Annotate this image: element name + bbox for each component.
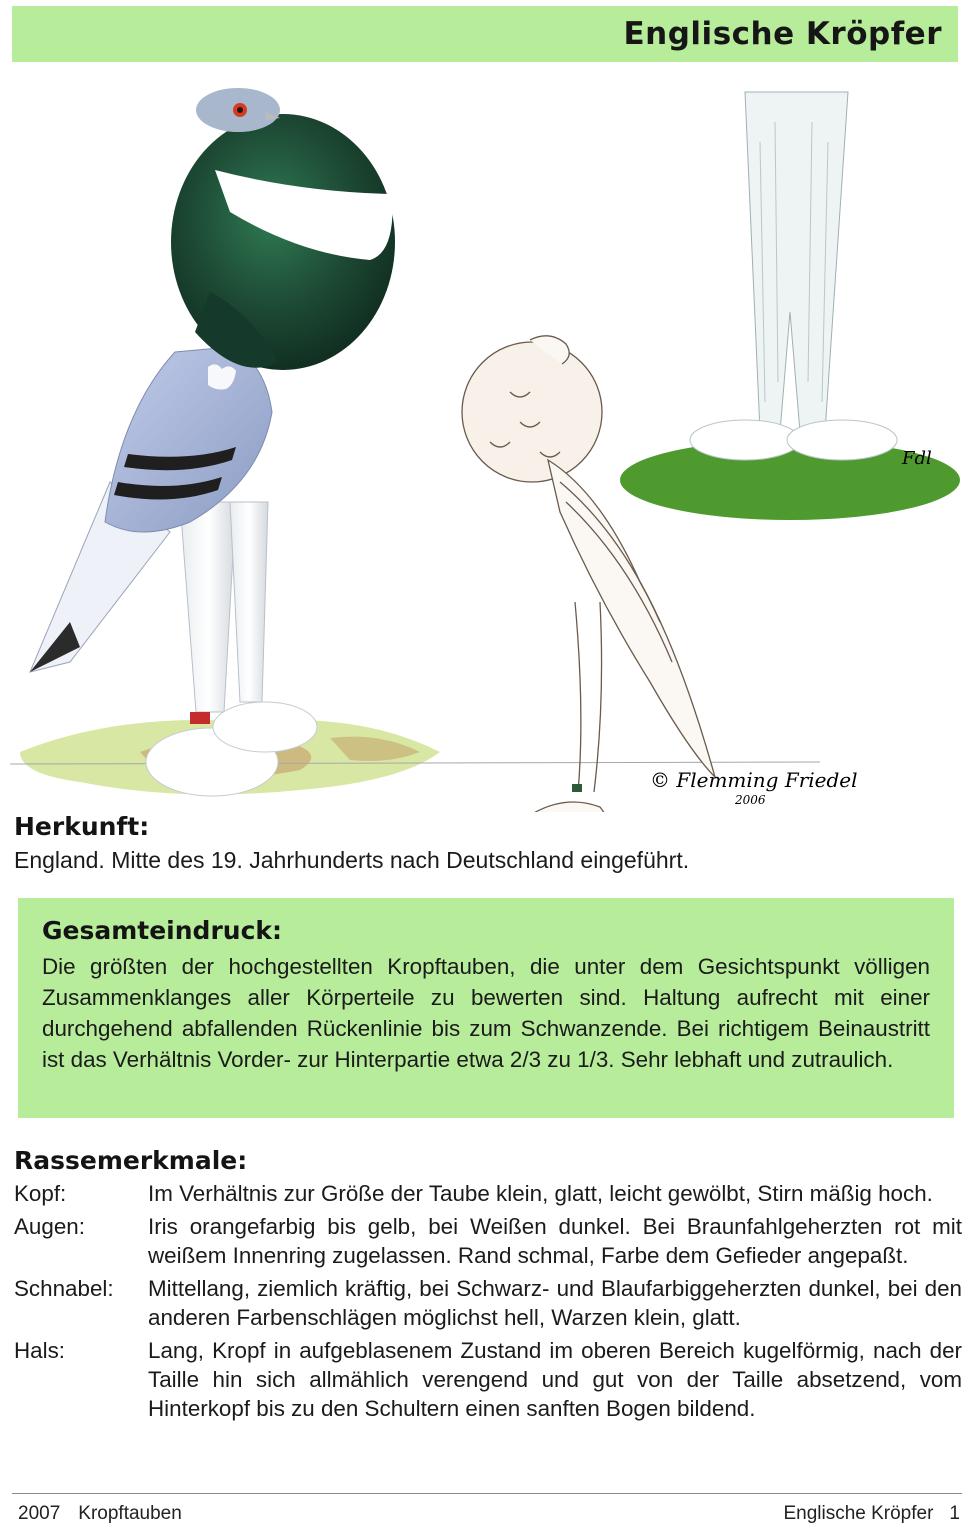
herkunft-section xyxy=(14,812,954,875)
title-banner xyxy=(12,6,958,62)
footer-left xyxy=(18,1503,182,1525)
trait-row-augen xyxy=(14,1212,964,1270)
trait-row-hals xyxy=(14,1336,964,1423)
footer-year: 2007 xyxy=(18,1503,61,1524)
trait-label: Hals: xyxy=(14,1338,66,1363)
herkunft-text: England. Mitte des 19. Jahrhunderts nach Deutschland eingeführt. xyxy=(14,847,690,873)
herkunft-heading: Herkunft: xyxy=(14,812,150,841)
pigeon-illustration xyxy=(0,62,973,812)
trait-row-kopf xyxy=(14,1179,964,1208)
trait-label: Kopf: xyxy=(14,1181,67,1206)
page-number: 1 xyxy=(949,1503,960,1524)
gesamteindruck-box xyxy=(18,898,954,1118)
footer-section: Kropftauben xyxy=(78,1503,182,1524)
trait-label: Augen: xyxy=(14,1214,85,1239)
trait-text: Iris orangefarbig bis gelb, bei Weißen dunkel. Bei Braunfahlgeherzten rot mit weißem Innenring zugelassen. Rand schmal, Farbe dem Gefieder angepaßt. xyxy=(148,1214,962,1268)
trait-text: Mittellang, ziemlich kräftig, bei Schwarz- und Blaufarbiggeherzten dunkel, bei den anderen Farbenschlägen möglichst hell, Warzen klein, glatt. xyxy=(148,1276,962,1330)
sketch-pigeon xyxy=(462,336,715,812)
signature-year: 2006 xyxy=(735,793,766,807)
page-title: Englische Kröpfer xyxy=(623,16,942,52)
gesamteindruck-text: Die größten der hochgestellten Kropftauben, die unter dem Gesichtspunkt völligen Zusammenklanges aller Körperteile zu bewerten sind. Haltung aufrecht mit einer durchgehend abfallenden Rückenlinie bis zum Schwanzende. Bei richtigem Beinaustritt ist das Verhältnis Vorder- zur Hinterpartie etwa 2/3 zu 1/3. Sehr lebhaft und zutraulich. xyxy=(42,954,930,1072)
main-pigeon xyxy=(30,88,395,796)
signature-main: © Flemming Friedel xyxy=(650,768,858,792)
trait-text: Im Verhältnis zur Größe der Taube klein, glatt, leicht gewölbt, Stirn mäßig hoch. xyxy=(148,1181,933,1206)
rassemerkmale-heading: Rassemerkmale: xyxy=(14,1146,248,1175)
signature-feet: Fdl xyxy=(902,448,932,469)
page-footer xyxy=(12,1503,962,1529)
rassemerkmale-section xyxy=(14,1146,964,1423)
footer-right xyxy=(783,1503,960,1525)
trait-row-schnabel xyxy=(14,1274,964,1332)
trait-label: Schnabel: xyxy=(14,1276,114,1301)
footer-breed: Englische Kröpfer xyxy=(783,1503,934,1524)
footer-divider xyxy=(12,1493,962,1494)
trait-text: Lang, Kropf in aufgeblasenem Zustand im oberen Bereich kugelförmig, nach der Taille hin sich allmählich verengend und gut von der Taille absetzend, vom Hinterkopf bis zu den Schultern einen sanften Bogen bildend. xyxy=(148,1338,962,1421)
gesamteindruck-heading: Gesamteindruck: xyxy=(42,916,283,945)
